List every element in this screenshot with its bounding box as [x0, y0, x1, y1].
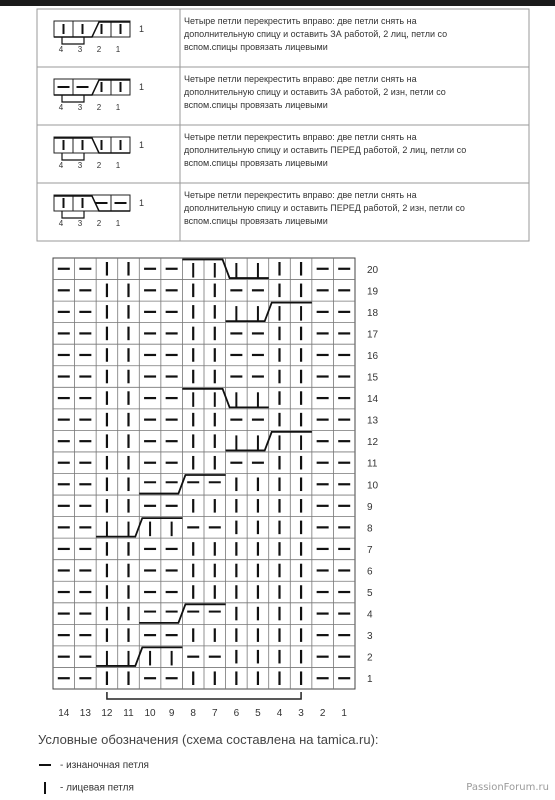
legend-label-purl: - изнаночная петля [60, 760, 149, 771]
row-label: 14 [367, 394, 379, 406]
knit-bar-icon [38, 781, 52, 795]
description-line: вспом.спицы провязать лицевыми [184, 216, 328, 226]
row-label: 7 [367, 544, 373, 556]
description-line: дополнительную спицу и оставить ПЕРЕД работой, 2 изн, петли со [184, 203, 465, 213]
legend-label-knit: - лицевая петля [60, 782, 134, 794]
row-label: 4 [367, 609, 373, 621]
symbol-col-number: 2 [96, 161, 102, 170]
symbol-col-number: 4 [58, 45, 64, 54]
column-label: 11 [123, 708, 134, 719]
column-label: 3 [298, 708, 304, 719]
column-label: 9 [168, 708, 175, 719]
symbol-row-number: 1 [139, 198, 145, 208]
row-label: 6 [367, 566, 373, 578]
column-label: 14 [58, 708, 70, 719]
row-label: 9 [367, 501, 373, 513]
row-label: 18 [367, 307, 379, 319]
description-line: Четыре петли перекрестить вправо: две петли снять на [184, 16, 417, 26]
symbol-col-number: 1 [115, 219, 121, 228]
symbol-col-number: 3 [77, 161, 83, 170]
symbol-col-number: 3 [77, 219, 83, 228]
column-label: 2 [319, 708, 326, 719]
row-label: 3 [367, 631, 373, 643]
legend-item-knit [38, 781, 134, 795]
column-label: 6 [233, 708, 240, 719]
column-label: 12 [101, 708, 113, 719]
symbol-col-number: 3 [77, 103, 83, 112]
row-label: 8 [367, 523, 373, 535]
row-label: 16 [367, 350, 379, 362]
description-line: Четыре петли перекрестить вправо: две петли снять на [184, 132, 417, 142]
symbol-col-number: 4 [58, 103, 64, 112]
symbol-col-number: 4 [58, 219, 64, 228]
description-line: вспом.спицы провязать лицевыми [184, 100, 328, 110]
symbol-col-number: 1 [115, 161, 121, 170]
symbol-col-number: 4 [58, 161, 64, 170]
symbol-col-number: 1 [115, 45, 121, 54]
description-line: вспом.спицы провязать лицевыми [184, 158, 328, 168]
symbol-col-number: 2 [96, 103, 102, 112]
symbol-row-number: 1 [139, 82, 145, 92]
description-line: дополнительную спицу и оставить ЗА работой, 2 изн, петли со [184, 87, 446, 97]
description-line: вспом.спицы провязать лицевыми [184, 42, 328, 52]
row-label: 13 [367, 415, 379, 427]
watermark: PassionForum.ru [466, 782, 549, 793]
description-line: дополнительную спицу и оставить ЗА работой, 2 лиц, петли со [184, 29, 448, 39]
description-line: дополнительную спицу и оставить ПЕРЕД работой, 2 лиц, петли со [184, 145, 467, 155]
column-label: 5 [255, 708, 261, 719]
row-label: 11 [367, 458, 378, 470]
row-label: 15 [367, 372, 379, 384]
column-label: 4 [276, 708, 283, 719]
column-label: 8 [190, 708, 196, 719]
symbol-row-number: 1 [139, 140, 145, 150]
row-label: 12 [367, 437, 379, 449]
description-line: Четыре петли перекрестить вправо: две петли снять на [184, 74, 417, 84]
row-label: 10 [367, 480, 379, 492]
symbol-col-number: 3 [77, 45, 83, 54]
description-line: Четыре петли перекрестить вправо: две петли снять на [184, 190, 417, 200]
repeat-bracket [107, 692, 301, 699]
column-label: 10 [144, 708, 156, 719]
row-label: 2 [367, 652, 373, 664]
purl-dash-icon [38, 760, 52, 770]
row-label: 5 [367, 588, 373, 600]
column-label: 1 [341, 708, 347, 719]
row-label: 1 [367, 674, 373, 686]
symbol-col-number: 1 [115, 103, 121, 112]
legend-item-purl [38, 760, 149, 771]
symbol-col-number: 2 [96, 45, 102, 54]
row-label: 20 [367, 264, 379, 276]
column-label: 13 [79, 708, 91, 719]
row-label: 17 [367, 329, 379, 341]
row-label: 19 [367, 286, 379, 298]
symbol-row-number: 1 [139, 24, 145, 34]
legend-title: Условные обозначения (схема составлена на tamica.ru): [38, 732, 379, 747]
symbol-col-number: 2 [96, 219, 102, 228]
column-label: 7 [212, 708, 218, 719]
